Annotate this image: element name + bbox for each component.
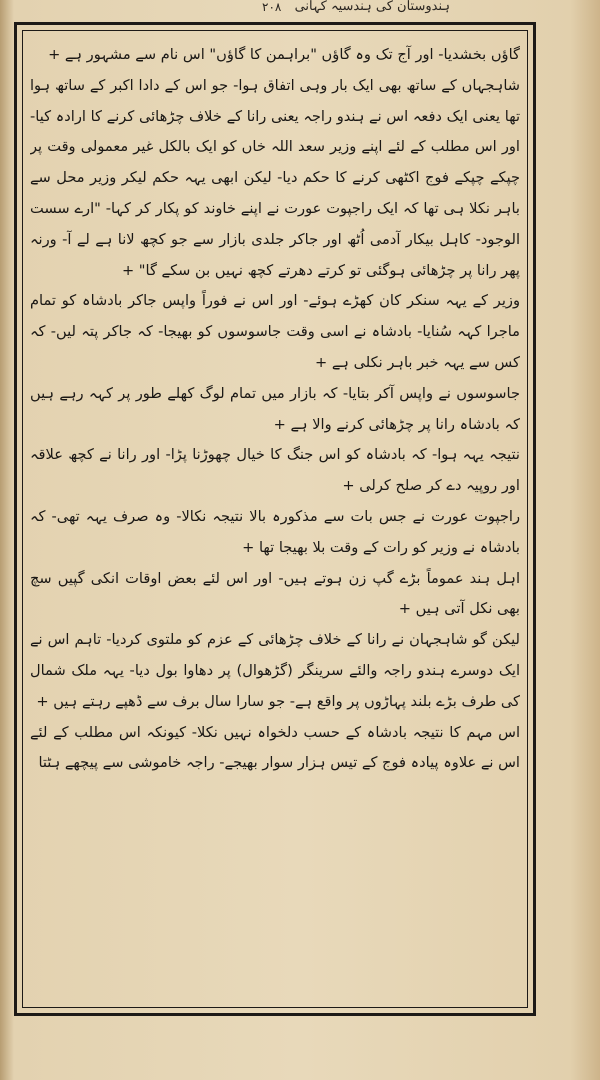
paragraph: اہل ہند عموماً بڑے گپ زن ہوتے ہیں- اور اس لئے بعض اوقات انکی گپیں سچ بھی نکل آتی ہیں + — [30, 569, 520, 618]
paragraph: گاؤں بخشدیا- اور آج تک وہ گاؤں "براہمن کا گاؤں" اس نام سے مشہور ہے + — [48, 46, 520, 63]
paragraph: راجپوت عورت نے جس بات سے مذکورہ بالا نتیجہ نکالا- وہ صرف یہہ تھی- کہ بادشاہ نے وزیر کو رات کے وقت بلا بھیجا تھا + — [30, 507, 520, 556]
paragraph: لیکن گو شاہجہان نے رانا کے خلاف چڑھائی کے عزم کو ملتوی کردیا- تاہم اس نے ایک دوسرے ہندو راجہ والئے سرینگر (گڑھوال) پر دھاوا بول دیا- یہہ ملک شمال کی طرف بڑے بلند پہاڑوں پر واقع ہے- جو سارا سال برف سے ڈھپے رہتے ہیں + — [30, 631, 520, 710]
page-number: ۲۰۸ — [262, 0, 282, 14]
body-text — [30, 40, 520, 1000]
running-title: ہندوستان کی ہندسیہ کہانی — [294, 0, 450, 14]
paragraph: جاسوسوں نے واپس آکر بتایا- کہ بازار میں تمام لوگ کھلے طور پر کہہ رہے ہیں کہ بادشاہ رانا پر چڑھائی کرنے والا ہے + — [30, 384, 520, 433]
paragraph: وزیر کے یہہ سنکر کان کھڑے ہوئے- اور اس نے فوراً واپس جاکر بادشاہ کو تمام ماجرا کہہ سُنایا- بادشاہ نے اسی وقت جاسوسوں کو بھیجا- کہ جاکر پتہ لیں- کہ کس سے یہہ خبر باہر نکلی ہے + — [30, 292, 520, 371]
paragraph: اس مہم کا نتیجہ بادشاہ کے حسب دلخواہ نہیں نکلا- کیونکہ اس مطلب کے لئے اس نے علاوہ پیادہ فوج کے تیس ہزار سوار بھیجے- راجہ خاموشی سے پیچھے ہٹتا — [30, 723, 520, 772]
paragraph: نتیجہ یہہ ہوا- کہ بادشاہ کو اس جنگ کا خیال چھوڑنا پڑا- اور رانا نے کچھ علاقہ اور روپیہ دے کر صلح کرلی + — [30, 446, 520, 495]
paragraph: شاہجہاں کے ساتھ بھی ایک بار وہی اتفاق ہوا- جو اس کے دادا اکبر کے ساتھ ہوا تھا یعنی ایک دفعہ اس نے ہندو راجہ یعنی رانا کے خلاف چڑھائی کرنے کا ارادہ کیا- اور اس مطلب کے لئے اپنے وزیر سعد اللہ خاں کو ایک بالکل غیر معمولی وقت پر چپکے چپکے فوج اکٹھی کرنے کا حکم دیا- لیکن ابھی یہہ حکم لیکر وزیر محل سے باہر نکلا ہی تھا کہ ایک راجپوت عورت نے اپنے خاوند کو پکار کر کہا- "ارے سست الوجود- کاہل بیکار آدمی اُٹھ اور جاکر جلدی بازار سے جو کچھ لانا ہے لے آ- ورنہ پھر رانا پر چڑھائی ہوگئی تو کرتے دھرتے کچھ نہیں بن سکے گا" + — [30, 76, 520, 279]
